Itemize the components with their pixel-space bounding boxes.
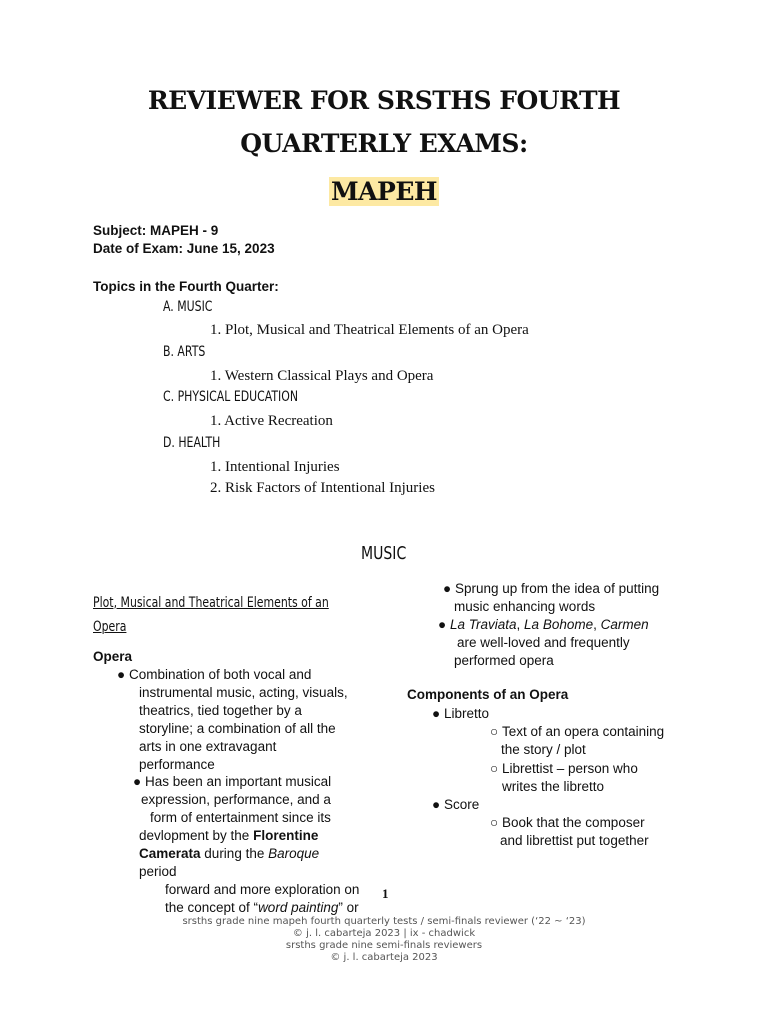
opera-bullet-1-line: performance [139,757,215,772]
document-title-subject [0,177,768,206]
opera-bullet-2-line: devlopment by the Florentine [139,828,319,843]
opera-bullet-1-line: storyline; a combination of all the [139,721,336,736]
opera-bullet-2-line: Has been an important musical [145,774,332,789]
subject-line: Subject: MAPEH - 9 [93,223,219,238]
right-bullet-2-line: La Traviata, La Bohome, Carmen [450,617,649,632]
bullet-icon: ● [117,667,126,682]
subheading-line-2: Opera [93,619,127,635]
score-sub-line: and librettist put together [500,833,649,848]
opera-bullet-2-line: the concept of “word painting” or [165,900,359,915]
topic-item: 1. Active Recreation [210,413,333,429]
circle-bullet-icon: ○ [490,724,499,739]
components-heading: Components of an Opera [407,687,569,702]
bullet-icon: ● [432,706,441,721]
highlighted-subject: MAPEH [330,177,438,206]
libretto-item: Libretto [444,706,490,721]
circle-bullet-icon: ○ [490,761,499,776]
subheading-line-1: Plot, Musical and Theatrical Elements of an [93,595,329,611]
opera-bullet-1-line: instrumental music, acting, visuals, [139,685,348,700]
opera-bullet-2-line: Camerata during the Baroque [139,846,320,861]
footer-line-4: © j. l. cabarteja 2023 [330,952,438,963]
bullet-icon: ● [133,774,142,789]
bullet-icon: ● [438,617,447,632]
opera-bullet-1-line: theatrics, tied together by a [139,703,302,718]
score-item: Score [444,797,480,812]
page-number: 1 [382,886,389,901]
opera-bullet-1-line: Combination of both vocal and [129,667,312,682]
libretto-sub-line: the story / plot [501,742,586,757]
right-bullet-2-line: are well-loved and frequently [457,635,630,650]
document-title-line-1: REVIEWER FOR SRSTHS FOURTH [147,86,621,115]
libretto-sub-line: Librettist – person who [502,761,638,776]
score-sub-line: Book that the composer [502,815,645,830]
opera-bullet-1-line: arts in one extravagant [139,739,277,754]
footer-line-3: srsths grade nine semi-finals reviewers [285,940,483,951]
bullet-icon: ● [432,797,441,812]
opera-bullet-2-line: form of entertainment since its [150,810,331,825]
topic-item: 1. Western Classical Plays and Opera [210,368,434,384]
topic-section-pe: C. PHYSICAL EDUCATION [163,389,299,405]
exam-date-line: Date of Exam: June 15, 2023 [93,241,275,256]
topic-section-arts: B. ARTS [163,344,206,360]
topic-section-music: A. MUSIC [163,299,213,315]
opera-label: Opera [93,649,133,664]
footer-line-1: srsths grade nine mapeh fourth quarterly tests / semi-finals reviewer (‘22 ~ ‘23) [182,916,586,927]
topic-section-health: D. HEALTH [163,435,221,451]
right-bullet-1-line: music enhancing words [454,599,596,614]
opera-bullet-2-line: forward and more exploration on [165,882,360,897]
document-title-line-2: QUARTERLY EXAMS: [240,129,528,158]
topics-heading: Topics in the Fourth Quarter: [93,279,279,294]
circle-bullet-icon: ○ [490,815,499,830]
libretto-sub-line: writes the libretto [502,779,605,794]
bullet-icon: ● [443,581,452,596]
music-section-title: MUSIC [361,543,407,564]
footer-line-2: © j. l. cabarteja 2023 | ix - chadwick [292,928,476,939]
right-bullet-2-line: performed opera [454,653,554,668]
right-bullet-1-line: Sprung up from the idea of putting [455,581,660,596]
libretto-sub-line: Text of an opera containing [502,724,665,739]
opera-bullet-2-line: expression, performance, and a [141,792,331,807]
topic-item: 2. Risk Factors of Intentional Injuries [210,480,435,496]
topic-item: 1. Intentional Injuries [210,459,340,475]
opera-bullet-2-line: period [139,864,177,879]
topic-item: 1. Plot, Musical and Theatrical Elements of an Opera [210,322,529,338]
